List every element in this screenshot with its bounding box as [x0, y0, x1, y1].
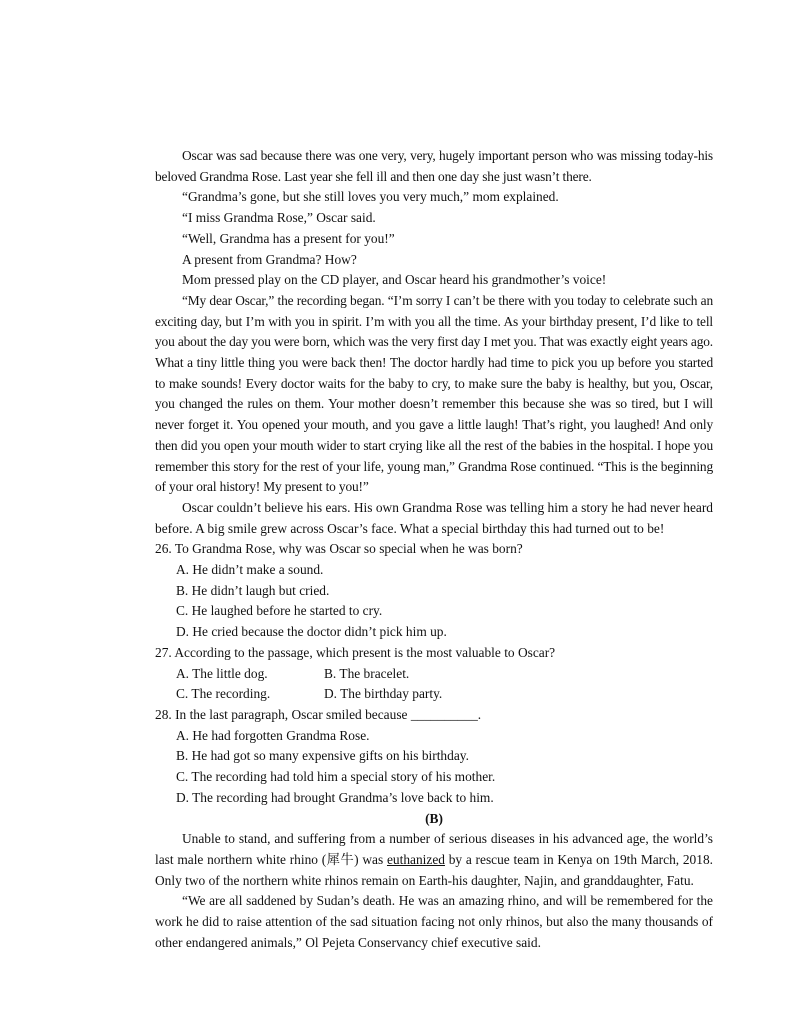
passage-a-paragraph-7: “My dear Oscar,” the recording began. “I’m sorry I can’t be there with you today to celebrate such an exciting day, but I’m with you in spirit. I’m with you all the time. As your birthday present, I’d like to tell you about the day you were born, which was the very first day I met you. That was exactly eight years ago. What a tiny little thing you were back then! The doctor hardly had time to pick you up before you started to make sounds! Every doctor waits for the baby to cry, to make sure the baby is healthy, but you, Oscar, you changed the rules on them. Your mother doesn’t remember this because she was so tired, but I will never forget it. You opened your mouth, and you gave a little laugh! That’s right, you laughed! And only then did you open your mouth wider to start crying like all the rest of the babies in the hospital. I hope you remember this story for the rest of your life, young man,” Grandma Rose continued. “This is the beginning of your oral history! My present to you!”	[155, 292, 713, 495]
passage-b-paragraph-2: “We are all saddened by Sudan’s death. He was an amazing rhino, and will be remembered for the work he did to raise attention of the sad situation facing not only rhinos, but also the many thousands of other endangered animals,” Ol Pejeta Conservancy chief executive said.	[155, 893, 713, 950]
question-26-stem: 26. To Grandma Rose, why was Oscar so special when he was born?	[155, 541, 523, 557]
underlined-word: euthanized	[386, 851, 445, 867]
passage-a-paragraph-8: Oscar couldn’t believe his ears. His own Grandma Rose was telling him a story he had never heard before. A big smile grew across Oscar’s face. What a special birthday this had turned out to be!	[155, 499, 713, 536]
section-b-heading: (B)	[425, 810, 443, 826]
question-26-option-d[interactable]: D. He cried because the doctor didn’t pick him up.	[176, 624, 447, 640]
passage-a-paragraph-5: A present from Grandma? How?	[182, 251, 357, 267]
passage-a-paragraph-3: “I miss Grandma Rose,” Oscar said.	[182, 210, 376, 226]
exam-page	[155, 146, 713, 953]
question-26-option-b[interactable]: B. He didn’t laugh but cried.	[176, 582, 330, 598]
question-27-options-row-2	[155, 684, 713, 705]
question-26-option-c[interactable]: C. He laughed before he started to cry.	[176, 603, 383, 619]
passage-b-p1-text-after: by a rescue team in Kenya on 19th March, 2018. Only two of the northern white rhinos remain on Earth-his daughter, Najin, and granddaughter, Fatu.	[155, 851, 713, 888]
passage-a-paragraph-1: Oscar was sad because there was one very, very, hugely important person who was missing today-his beloved Grandma Rose. Last year she fell ill and then one day she just wasn’t there.	[155, 148, 713, 184]
passage-b-paragraph-1	[155, 829, 713, 891]
passage-a-paragraph-4: “Well, Grandma has a present for you!”	[182, 230, 395, 246]
passage-a-paragraph-2: “Grandma’s gone, but she still loves you very much,” mom explained.	[182, 189, 559, 205]
passage-a-paragraph-6: Mom pressed play on the CD player, and Oscar heard his grandmother’s voice!	[182, 272, 607, 288]
passage-b-p1-text-before: Unable to stand, and suffering from a number of serious diseases in his advanced age, the world’s last male northern white rhino (犀牛) was	[155, 831, 713, 867]
question-28-option-c[interactable]: C. The recording had told him a special story of his mother.	[176, 769, 496, 785]
question-28-stem: 28. In the last paragraph, Oscar smiled because __________.	[155, 706, 482, 722]
question-28-option-a[interactable]: A. He had forgotten Grandma Rose.	[176, 727, 370, 743]
question-27-option-a[interactable]: A. The little dog.	[176, 665, 268, 681]
question-28-option-d[interactable]: D. The recording had brought Grandma’s love back to him.	[176, 789, 494, 805]
question-27-option-c[interactable]: C. The recording.	[176, 686, 271, 702]
question-27-options-row-1	[155, 664, 713, 685]
question-26-option-a[interactable]: A. He didn’t make a sound.	[176, 562, 324, 578]
question-27-option-d[interactable]: D. The birthday party.	[324, 686, 443, 702]
question-27-stem: 27. According to the passage, which present is the most valuable to Oscar?	[155, 644, 556, 660]
question-28-option-b[interactable]: B. He had got so many expensive gifts on his birthday.	[176, 748, 469, 764]
question-27-option-b[interactable]: B. The bracelet.	[324, 665, 410, 681]
